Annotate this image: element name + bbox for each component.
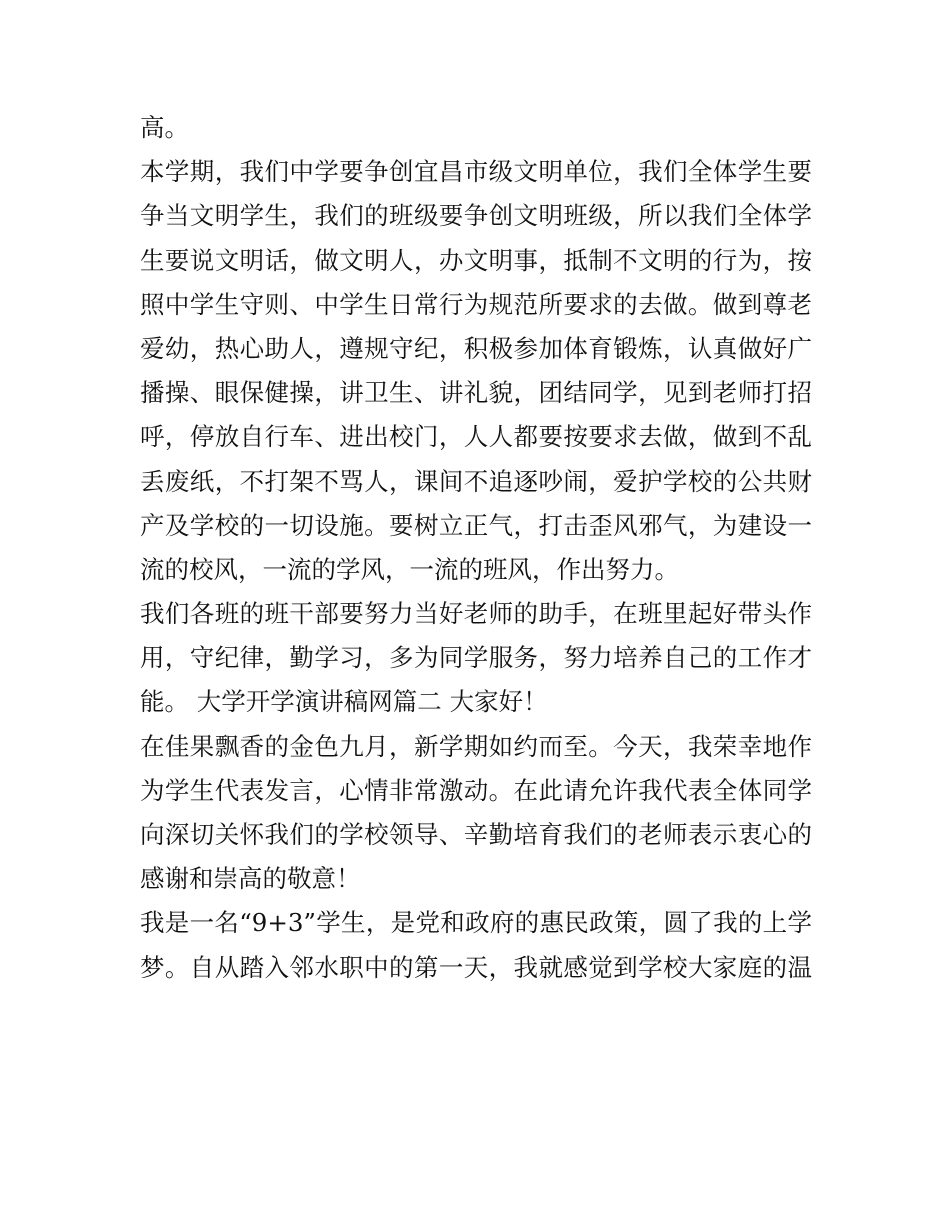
text-line: 能。 大学开学演讲稿网篇二 大家好！ <box>140 687 548 717</box>
text-line: 为学生代表发言，心情非常激动。在此请允许我代表全体同学 <box>140 775 812 805</box>
text-line: 流的校风，一流的学风，一流的班风，作出努力。 <box>140 554 679 584</box>
document-body <box>140 106 812 990</box>
text-line: 高。 <box>140 113 189 142</box>
text-line: 丢废纸，不打架不骂人，课间不追逐吵闹，爱护学校的公共财 <box>140 466 812 496</box>
text-line: 呼，停放自行车、进出校门，人人都要按要求去做，做到不乱 <box>140 422 812 452</box>
text-line: 生要说文明话，做文明人，办文明事，抵制不文明的行为，按 <box>140 245 812 275</box>
text-line: 争当文明学生，我们的班级要争创文明班级，所以我们全体学 <box>140 201 812 231</box>
text-line: 照中学生守则、中学生日常行为规范所要求的去做。做到尊老 <box>140 289 812 319</box>
text-line: 爱幼，热心助人，遵规守纪，积极参加体育锻炼，认真做好广 <box>140 333 812 363</box>
text-line: 播操、眼保健操，讲卫生、讲礼貌，团结同学，见到老师打招 <box>140 378 812 408</box>
text-line: 产及学校的一切设施。要树立正气，打击歪风邪气，为建设一 <box>140 510 812 540</box>
text-line: 本学期，我们中学要争创宜昌市级文明单位，我们全体学生要 <box>140 157 812 187</box>
text-line: 用，守纪律，勤学习，多为同学服务，努力培养自己的工作才 <box>140 643 812 673</box>
text-line: 我是一名“9+3”学生，是党和政府的惠民政策，圆了我的上学 <box>140 908 812 938</box>
text-line: 我们各班的班干部要努力当好老师的助手，在班里起好带头作 <box>140 599 812 629</box>
text-line: 在佳果飘香的金色九月，新学期如约而至。今天，我荣幸地作 <box>140 731 812 761</box>
text-line: 梦。自从踏入邻水职中的第一天，我就感觉到学校大家庭的温 <box>140 952 812 982</box>
text-line: 向深切关怀我们的学校领导、辛勤培育我们的老师表示衷心的 <box>140 820 812 849</box>
text-line: 感谢和崇高的敬意！ <box>140 864 361 894</box>
